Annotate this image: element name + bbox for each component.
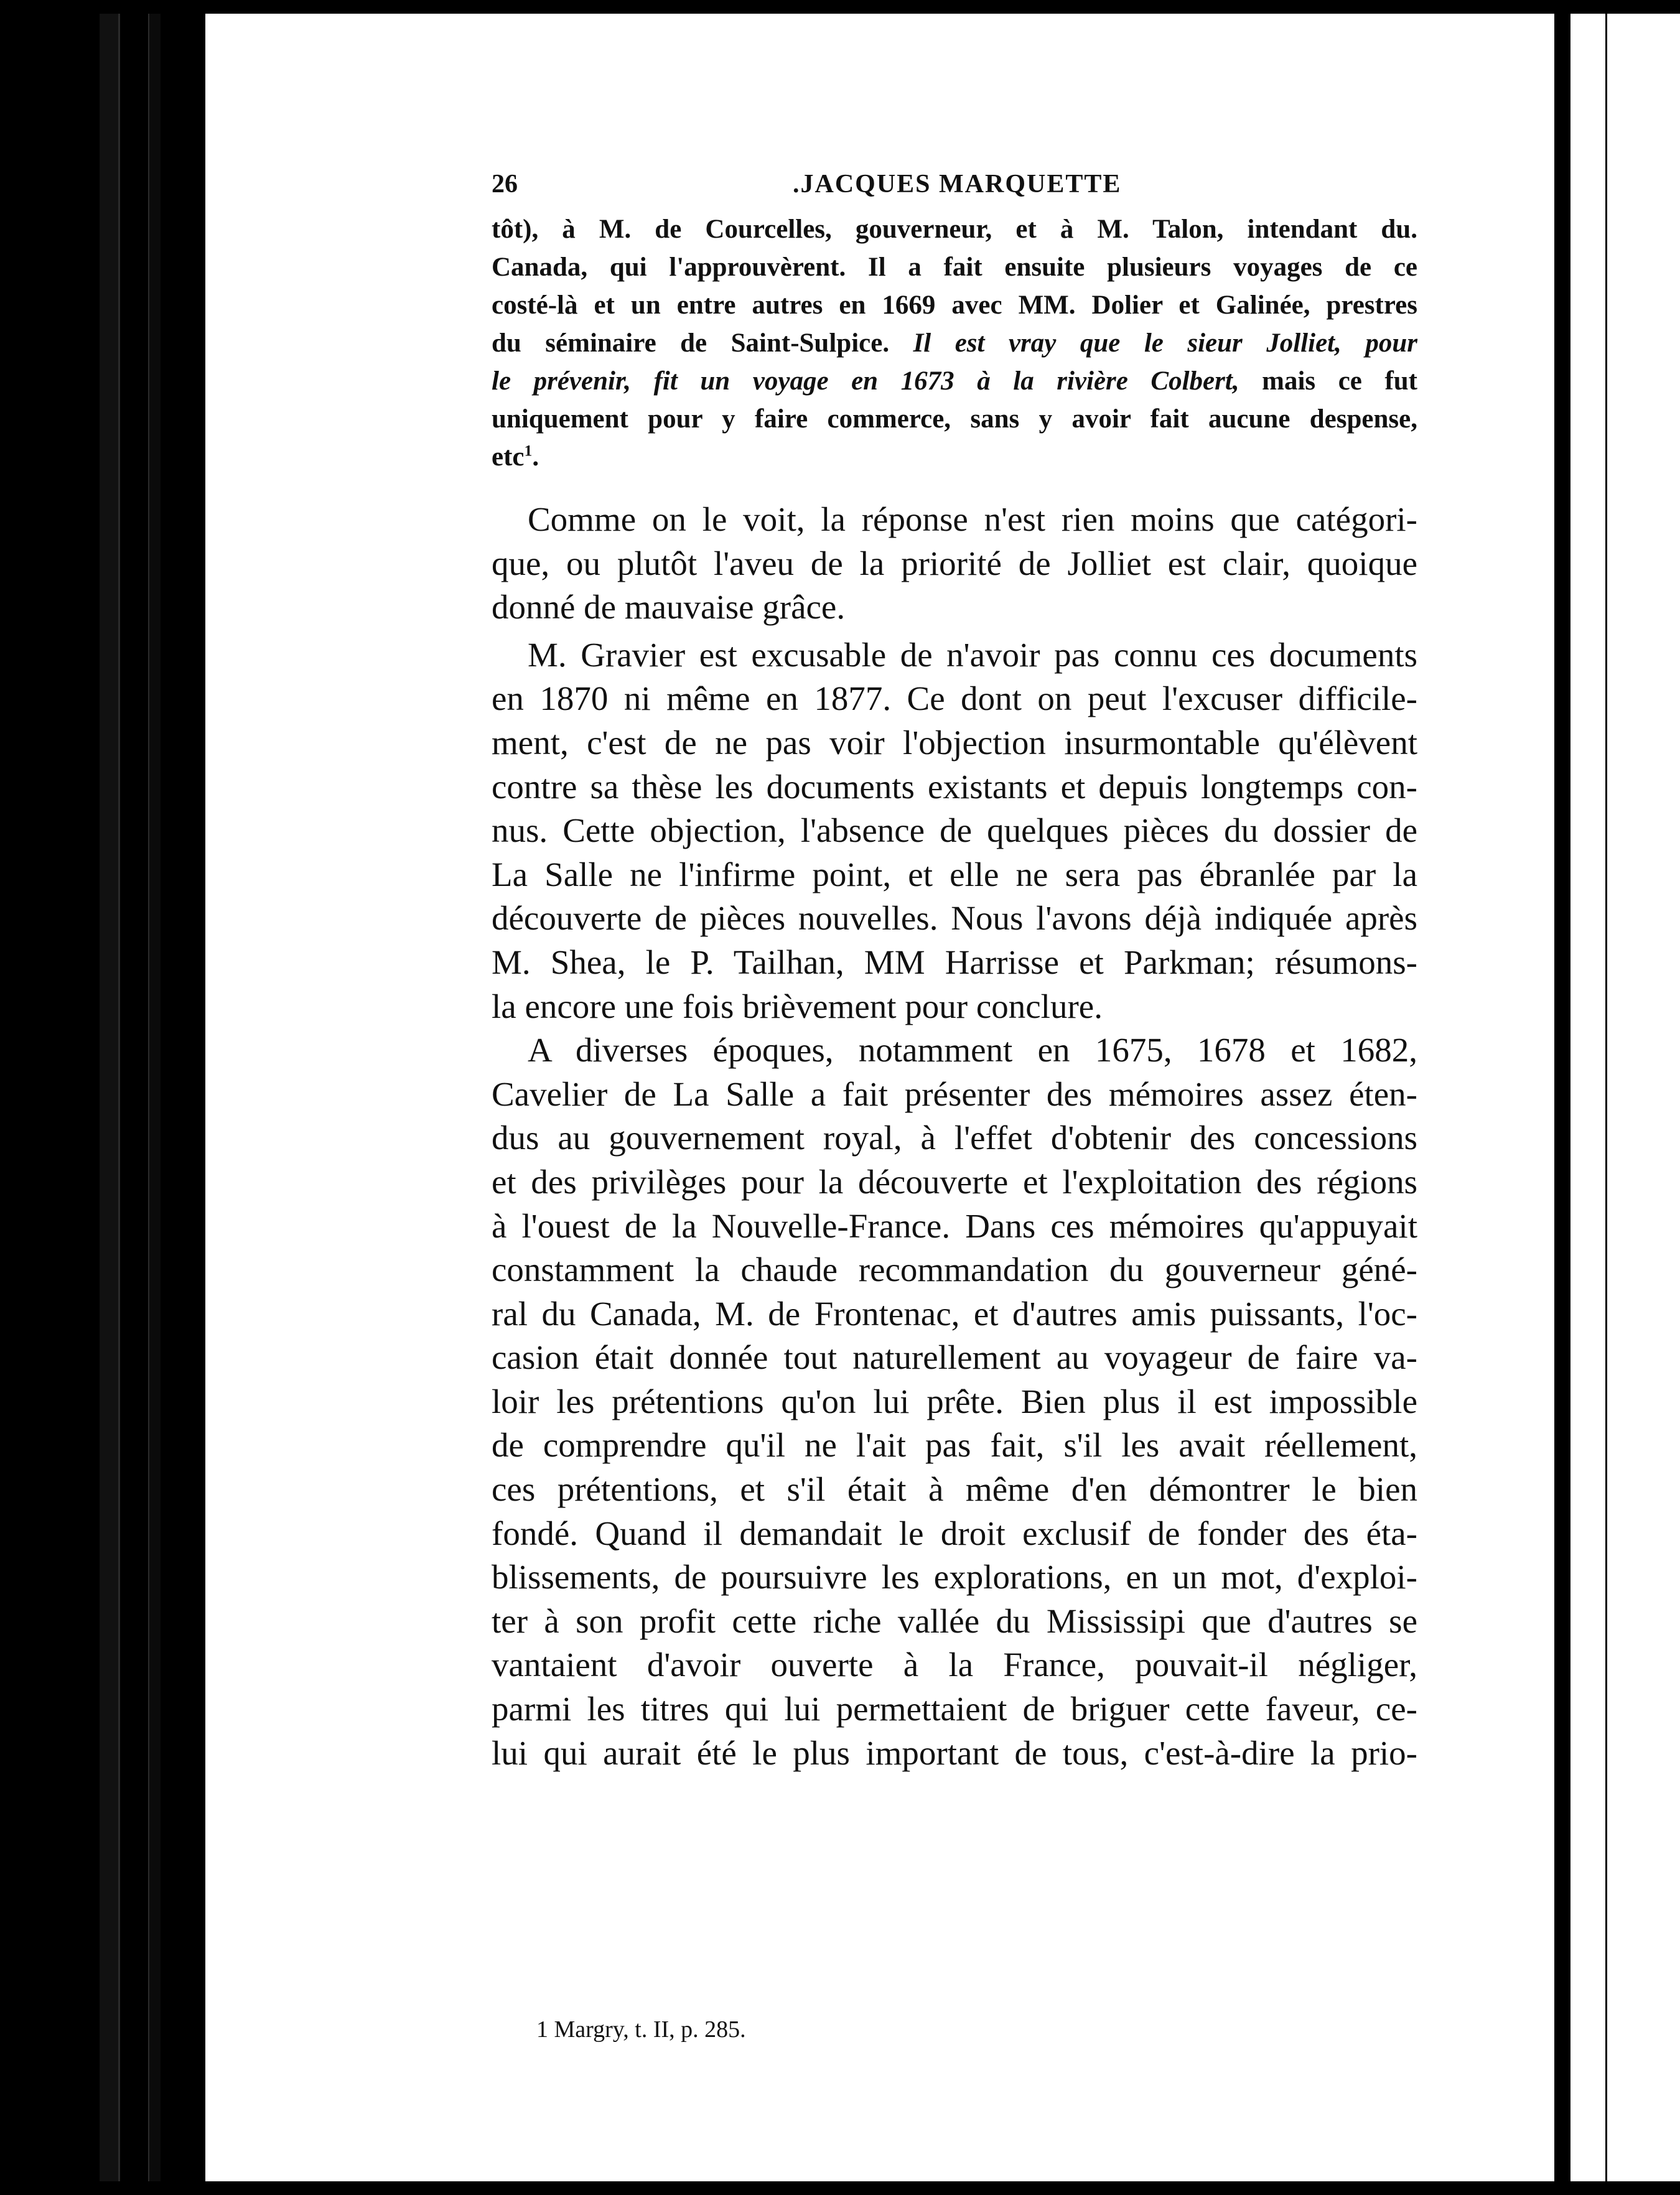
paragraph-line: vantaient d'avoir ouverte à la France, pouvait-il négliger, bbox=[492, 1646, 1417, 1684]
scan-border-bottom bbox=[0, 2181, 1680, 2195]
scan-border-right bbox=[1554, 0, 1570, 2195]
running-title: .JACQUES MARQUETTE bbox=[793, 170, 1122, 198]
paragraph-line: lui qui aurait été le plus important de tous, c'est-à-dire la prio- bbox=[492, 1733, 1417, 1772]
paragraph-line: donné de mauvaise grâce. bbox=[492, 588, 846, 627]
paragraph-line: ces prétentions, et s'il était à même d'en démontrer le bien bbox=[492, 1470, 1417, 1509]
page-header bbox=[492, 169, 1425, 207]
quote-italic-text: Il est vray que le sieur Jolliet, pour bbox=[913, 329, 1417, 358]
paragraph-line: contre sa thèse les documents existants et depuis longtemps con- bbox=[492, 767, 1417, 806]
quote-line bbox=[492, 324, 1417, 362]
paragraph-line: et des privilèges pour la découverte et l'exploitation des régions bbox=[492, 1162, 1417, 1201]
book-binding-edge-inner bbox=[148, 0, 161, 2195]
paragraph-line: blissements, de poursuivre les explorations, en un mot, d'exploi- bbox=[492, 1558, 1417, 1596]
quote-text: . bbox=[532, 442, 539, 472]
page-number: 26 bbox=[492, 170, 518, 198]
paragraph-line: parmi les titres qui lui permettaient de briguer cette faveur, ce- bbox=[492, 1690, 1417, 1728]
adjacent-page-sliver bbox=[1570, 14, 1680, 2181]
quote-line: Canada, qui l'approuvèrent. Il a fait ensuite plusieurs voyages de ce bbox=[492, 253, 1417, 282]
paragraph-line: en 1870 ni même en 1877. Ce dont on peut l'excuser difficile- bbox=[492, 679, 1417, 718]
paragraph-line: La Salle ne l'infirme point, et elle ne sera pas ébranlée par la bbox=[492, 855, 1417, 893]
footnote-marker: 1 bbox=[524, 441, 533, 460]
quote-line: uniquement pour y faire commerce, sans y avoir fait aucune despense, bbox=[492, 404, 1417, 434]
body-text bbox=[492, 498, 1417, 1775]
paragraph-line: M. Shea, le P. Tailhan, MM Harrisse et Parkman; résumons- bbox=[492, 943, 1417, 981]
footnote: 1 Margry, t. II, p. 285. bbox=[536, 2016, 746, 2043]
paragraph-line: nus. Cette objection, l'absence de quelques pièces du dossier de bbox=[492, 811, 1417, 850]
paragraph-line: M. Gravier est excusable de n'avoir pas connu ces documents bbox=[528, 635, 1417, 674]
paragraph-line: Cavelier de La Salle a fait présenter des mémoires assez éten- bbox=[492, 1074, 1417, 1113]
paragraph-line: ter à son profit cette riche vallée du Mississipi que d'autres se bbox=[492, 1601, 1417, 1640]
paragraph-line: Comme on le voit, la réponse n'est rien moins que catégori- bbox=[528, 500, 1417, 538]
book-binding-edge bbox=[100, 0, 120, 2195]
quote-line bbox=[492, 438, 1417, 476]
quote-text: du séminaire de Saint-Sulpice. bbox=[492, 329, 913, 358]
paragraph-line: casion était donnée tout naturellement au voyageur de faire va- bbox=[492, 1338, 1417, 1377]
quote-text: etc bbox=[492, 442, 525, 472]
paragraph-line: à l'ouest de la Nouvelle-France. Dans ces mémoires qu'appuyait bbox=[492, 1206, 1417, 1245]
adjacent-page-edge bbox=[1605, 14, 1607, 2181]
paragraph-line: dus au gouvernement royal, à l'effet d'obtenir des concessions bbox=[492, 1119, 1417, 1157]
paragraph-line: découverte de pièces nouvelles. Nous l'avons déjà indiquée après bbox=[492, 899, 1417, 938]
quote-text: mais ce fut bbox=[1239, 366, 1417, 396]
quote-line: costé-là et un entre autres en 1669 avec MM. Dolier et Galinée, prestres bbox=[492, 291, 1417, 320]
paragraph-line: fondé. Quand il demandait le droit exclusif de fonder des éta- bbox=[492, 1514, 1417, 1552]
paragraph-line: loir les prétentions qu'on lui prête. Bien plus il est impossible bbox=[492, 1382, 1417, 1420]
paragraph-line: ral du Canada, M. de Frontenac, et d'autres amis puissants, l'oc- bbox=[492, 1294, 1417, 1333]
scan-border-top bbox=[0, 0, 1680, 14]
quote-italic-text: le prévenir, fit un voyage en 1673 à la rivière Colbert, bbox=[492, 366, 1239, 396]
quote-line bbox=[492, 362, 1417, 400]
paragraph-line: que, ou plutôt l'aveu de la priorité de Jolliet est clair, quoique bbox=[492, 544, 1417, 582]
paragraph-line: A diverses époques, notamment en 1675, 1678 et 1682, bbox=[528, 1031, 1417, 1070]
quote-line: tôt), à M. de Courcelles, gouverneur, et à M. Talon, intendant du. bbox=[492, 215, 1417, 244]
paragraph-line: ment, c'est de ne pas voir l'objection insurmontable qu'élèvent bbox=[492, 723, 1417, 762]
paragraph-line: constamment la chaude recommandation du gouverneur géné- bbox=[492, 1251, 1417, 1289]
paragraph-line: la encore une fois brièvement pour conclure. bbox=[492, 987, 1103, 1025]
paragraph-line: de comprendre qu'il ne l'ait pas fait, s'il les avait réellement, bbox=[492, 1426, 1417, 1465]
quoted-passage bbox=[492, 210, 1417, 476]
